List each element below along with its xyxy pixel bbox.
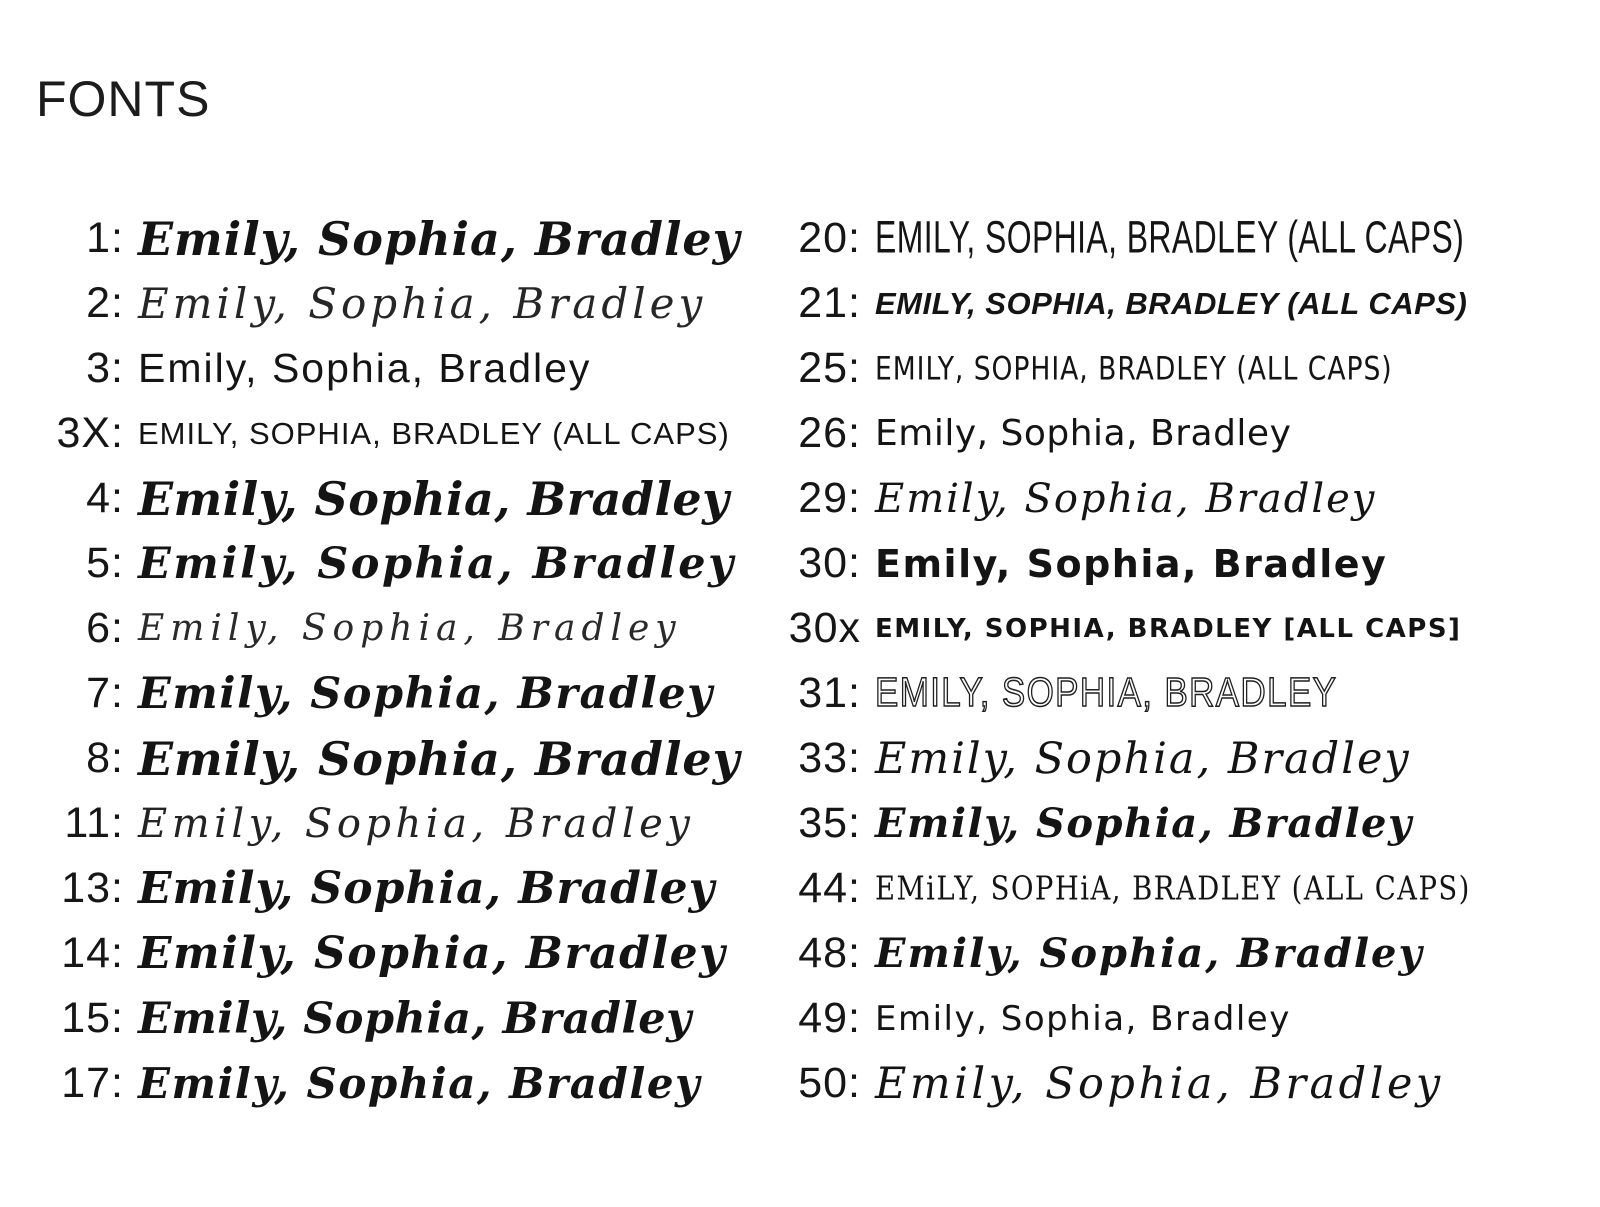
font-sample-text: Emily, Sophia, Bradley [875,1058,1444,1109]
font-sample-text: Emily, Sophia, Bradley [138,538,736,589]
page-title: FONTS [36,71,211,127]
font-sample-number: 30: [798,539,861,587]
font-sample-text: EMILY, SOPHIA, BRADLEY (ALL CAPS) [875,349,1393,388]
font-sample-number: 29: [798,474,861,522]
font-sample-number: 11: [64,799,124,847]
font-sample-number: 13: [61,864,124,912]
font-sample-text: EMILY, SOPHIA, BRADLEY [875,670,1338,716]
font-sample-row [775,401,1585,466]
font-sample-number: 49: [798,994,861,1042]
font-sample-number: 30x [788,604,861,652]
font-sample-text: EMILY, SOPHIA, BRADLEY (ALL CAPS) [138,415,730,451]
font-sample-text: Emily, Sophia, Bradley [138,731,741,786]
font-sample-text: EMiLY, SOPHiA, BRADLEY (ALL CAPS) [875,869,1471,908]
font-sample-row [775,921,1585,986]
font-sample-number: 31: [798,669,861,717]
font-sample-row [775,596,1585,661]
font-sample-row [30,1051,770,1116]
font-sample-row [775,791,1585,856]
font-sample-number: 48: [798,929,861,977]
font-sample-text: Emily, Sophia, Bradley [138,471,730,526]
font-sample-row [30,986,770,1051]
font-sample-text: Emily, Sophia, Bradley [875,998,1291,1039]
font-sample-text: EMILY, SOPHIA, BRADLEY [ALL CAPS] [875,613,1462,644]
font-sample-number: 14: [61,929,124,977]
font-sample-number: 35: [798,799,861,847]
font-sample-text: Emily, Sophia, Bradley [875,413,1292,454]
font-sample-row [775,1051,1585,1116]
font-sample-number: 1: [86,214,124,262]
font-sample-row [30,336,770,401]
font-sample-row [30,271,770,336]
font-sample-row [775,986,1585,1051]
font-sample-number: 3X: [56,409,124,457]
font-sample-row [30,401,770,466]
font-sample-number: 44: [798,864,861,912]
font-sample-text: Emily, Sophia, Bradley [138,668,714,719]
font-sample-text: EMILY, SOPHIA, BRADLEY (ALL CAPS) [875,212,1465,264]
font-sample-text: Emily, Sophia, Bradley [138,993,692,1044]
font-sample-text: Emily, Sophia, Bradley [138,928,727,979]
font-column-right [775,206,1585,1116]
font-sample-number: 4: [86,474,124,522]
font-sample-row [30,596,770,661]
font-sample-text: Emily, Sophia, Bradley [875,475,1377,522]
font-sample-row [30,206,770,271]
font-sample-row [30,921,770,986]
font-sample-number: 50: [798,1059,861,1107]
font-sample-text: Emily, Sophia, Bradley [138,608,682,649]
font-sample-row [30,726,770,791]
font-sample-row [30,856,770,921]
font-sample-number: 21: [798,279,861,327]
font-sample-text: Emily, Sophia, Bradley [138,863,716,914]
font-sample-row [30,791,770,856]
font-sample-text: Emily, Sophia, Bradley [875,541,1388,586]
font-sample-row [775,856,1585,921]
font-sample-row [775,336,1585,401]
font-sample-row [775,206,1585,271]
font-sample-row [30,531,770,596]
font-sample-row [30,466,770,531]
font-sample-text: Emily, Sophia, Bradley [138,211,741,266]
font-sample-text: Emily, Sophia, Bradley [875,733,1411,784]
font-sample-text: Emily, Sophia, Bradley [138,800,695,847]
font-sample-number: 8: [86,734,124,782]
font-sample-number: 2: [86,279,124,327]
font-sample-number: 3: [86,344,124,392]
font-sample-row [775,726,1585,791]
font-sample-number: 33: [798,734,861,782]
font-sample-row [775,531,1585,596]
font-sample-text: EMILY, SOPHIA, BRADLEY (ALL CAPS) [875,285,1468,321]
font-sample-number: 5: [86,539,124,587]
font-sample-text: Emily, Sophia, Bradley [875,930,1424,977]
font-sample-number: 20: [798,214,861,262]
font-sample-row [775,466,1585,531]
font-sample-number: 15: [61,994,124,1042]
font-sample-number: 26: [798,409,861,457]
font-sample-row [775,271,1585,336]
font-sample-number: 25: [798,344,861,392]
font-sample-text: Emily, Sophia, Bradley [875,800,1413,847]
font-sample-text: Emily, Sophia, Bradley [138,345,592,391]
font-sample-number: 6: [86,604,124,652]
font-sample-row [30,661,770,726]
font-sample-number: 7: [86,669,124,717]
font-sample-text: Emily, Sophia, Bradley [138,1059,701,1108]
font-column-left [30,206,770,1116]
font-sample-row [775,661,1585,726]
font-sample-number: 17: [61,1059,124,1107]
font-sample-text: Emily, Sophia, Bradley [138,279,707,328]
